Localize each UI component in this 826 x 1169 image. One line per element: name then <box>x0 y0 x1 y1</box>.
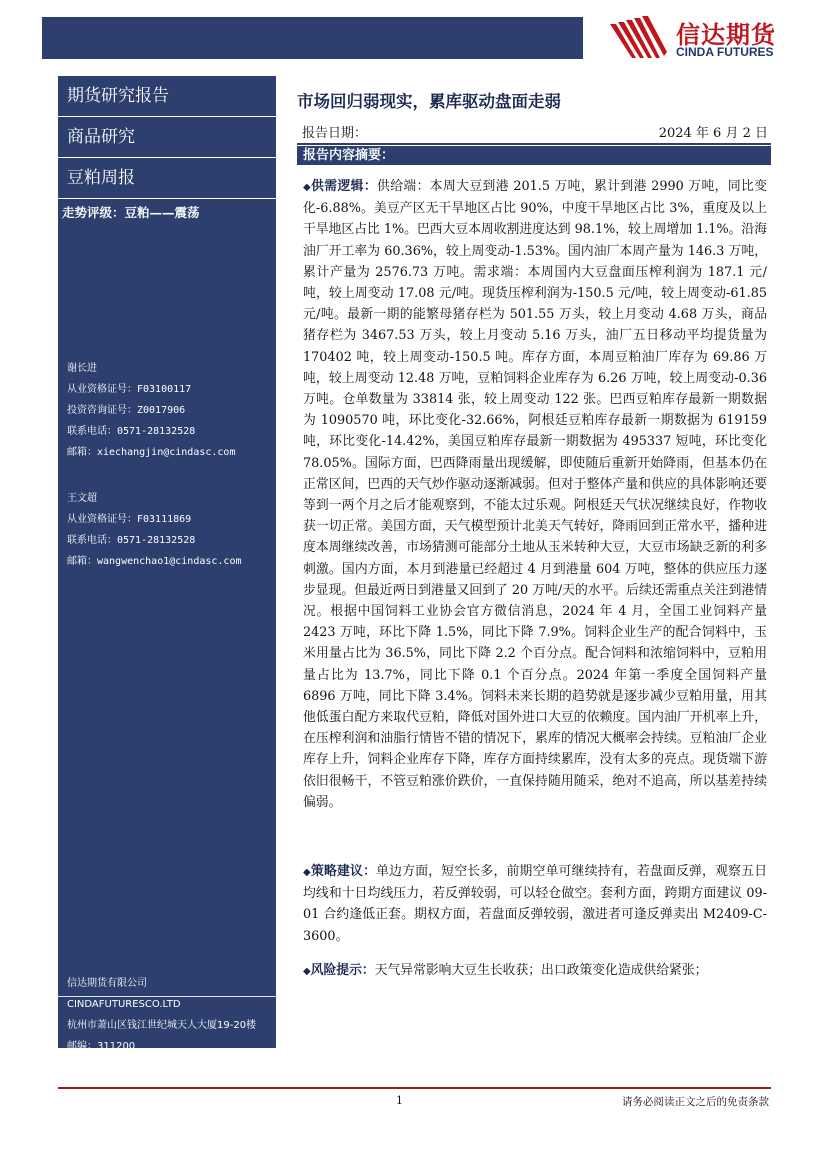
supply-demand-text: 供给端：本周大豆到港 201.5 万吨，累计到港 2990 万吨，同比变化-6.88%。美豆产区无干旱地区占比 90%，中度干旱地区占比 3%，重度及以上干旱地区占比 1%。巴西大豆本周收割进度达到 98.1%，较上周增加 1.1%。沿海油厂开工率为 60.36%，较上周变动-1.53%。国内油厂本周产量为 146.3 万吨，累计产量为 2576.73 万吨。需求端：本周国内大豆盘面压榨利润为 187.1 元/吨，较上周变动 17.08 元/吨。现货压榨利润为-150.5 元/吨，较上周变动-61.85 元/吨。最新一期的能繁母猪存栏为 501.55 万头，较上月变动 4.68 万头，商品猪存栏为 3467.53 万头，较上月变动 5.16 万头，油厂五日移动平均提货量为 170402 吨，较上周变动-150.5 吨。库存方面，本周豆粕油厂库存为 69.86 万吨，较上周变动 12.48 万吨，豆粕饲料企业库存为 6.26 万吨，较上周变动-0.36 万吨。仓单数量为 33814 张，较上周变动 122 张。巴西豆粕库存最新一期数据为 1090570 吨，环比变化-32.66%，阿根廷豆粕库存最新一期数据为 619159 吨，环比变化-14.42%，美国豆粕库存最新一期数据为 495337 短吨，环比变化 78.05%。国际方面，巴西降雨量出现缓解，即使随后重新开始降雨，但基本仍在正常区间，巴西的天气炒作驱动逐渐减弱。但对于整体产量和供应的具体影响还要等到一两个月之后才能观察到，不能太过乐观。阿根廷天气状况继续良好，作物收获一切正常。美国方面，天气模型预计北美天气转好，降雨回到正常水平，播种进度本周继续改善，市场猜测可能部分土地从玉米转种大豆，大豆市场缺乏新的利多刺激。国内方面，本月到港量已经超过 4 月到港量 604 万吨，整体的供应压力逐步显现。但最近两日到港量又回到了 20 万吨/天的水平。后续还需重点关注到港情况。根据中国饲料工业协会官方微信消息，2024 年 4 月，全国工业饲料产量 2423 万吨，环比下降 1.5%，同比下降 7.9%。饲料企业生产的配合饲料中，玉米用量占比为 36.5%，同比下降 2.2 个百分点。配合饲料和浓缩饲料中，豆粕用量占比为 13.7%，同比下降 0.1 个百分点。2024 年第一季度全国饲料产量 6896 万吨，同比下降 3.4%。饲料未来长期的趋势就是逐步减少豆粕用量，用其他低蛋白配方来取代豆粕，降低对国外进口大豆的依赖度。国内油厂开机率上升，在压榨利润和油脂行情皆不错的情况下，累库的情况大概率会持续。豆粕油厂企业库存上升，饲料企业库存下降，库存方面持续累库，没有太多的亮点。现货端下游依旧很畅干，不管豆粕涨价跌价，一直保持随用随采，绝对不追高，所以基差持续偏弱。 <box>303 179 767 810</box>
diamond-bullet-icon: ◆ <box>303 182 312 193</box>
strategy-text: 单边方面，短空长多，前期空单可继续持有，若盘面反弹，观察五日均线和十日均线压力，若反弹较弱，可以轻仓做空。套利方面，跨期方面建议 09-01 合约逢低正套。期权方面，若盘面反弹较弱，激进者可逢反弹卖出 M2409-C-3600。 <box>303 864 767 944</box>
sidebar-category-report-type: 期货研究报告 <box>58 76 276 117</box>
title-divider <box>297 143 771 145</box>
cinda-logo-mark-icon <box>606 14 668 60</box>
analyst-1-qualification: 从业资格证号：F03100117 <box>67 384 192 395</box>
brand-name-en: CINDA FUTURES <box>676 45 774 59</box>
company-name: 信达期货有限公司 <box>67 978 147 989</box>
sidebar-category-weekly: 豆粕周报 <box>58 158 276 199</box>
cinda-logo <box>606 14 796 64</box>
sidebar-category-research: 商品研究 <box>58 117 276 158</box>
analyst-1-consulting: 投资咨询证号：Z0017906 <box>67 405 186 416</box>
analyst-1 <box>67 358 235 463</box>
strategy-paragraph <box>303 861 767 947</box>
analyst-2-name: 王文超 <box>67 493 97 504</box>
top-banner <box>42 17 583 59</box>
sidebar <box>58 76 276 1052</box>
diamond-bullet-icon: ◆ <box>303 867 311 878</box>
trend-rating: 走势评级：豆粕——震荡 <box>62 205 200 220</box>
analyst-2-phone: 联系电话：0571-28132528 <box>67 535 196 546</box>
company-info <box>67 973 256 1057</box>
diamond-bullet-icon: ◆ <box>303 966 311 977</box>
disclaimer-note: 请务必阅读正文之后的免责条款 <box>622 1096 769 1108</box>
supply-demand-paragraph <box>303 176 767 813</box>
risk-text: 天气异常影响大豆生长收获；出口政策变化造成供给紧张； <box>374 963 708 978</box>
company-site: CINDAFUTURESCO.LTD <box>67 999 181 1010</box>
risk-label: 风险提示： <box>310 963 375 978</box>
analyst-1-email: 邮箱：xiechangjin@cindasc.com <box>67 447 236 458</box>
analyst-2 <box>67 488 242 572</box>
strategy-label: 策略建议： <box>310 864 377 879</box>
report-date-row <box>297 122 771 140</box>
supply-demand-label: 供需逻辑： <box>311 179 378 194</box>
report-title: 市场回归弱现实，累库驱动盘面走弱 <box>297 92 561 111</box>
summary-heading: 报告内容摘要： <box>297 146 771 165</box>
report-main <box>297 76 771 978</box>
company-address: 杭州市萧山区钱江世纪城天人大厦19-20楼 <box>67 1020 257 1031</box>
risk-paragraph <box>303 960 767 982</box>
company-postcode: 邮编：311200 <box>67 1041 136 1052</box>
analyst-1-phone: 联系电话：0571-28132528 <box>67 426 196 437</box>
analyst-2-email: 邮箱：wangwenchao1@cindasc.com <box>67 556 242 567</box>
report-date-value: 2024 年 6 月 2 日 <box>658 126 768 141</box>
footer-divider <box>58 1087 771 1089</box>
analyst-2-qualification: 从业资格证号：F03111869 <box>67 514 192 525</box>
report-date-label: 报告日期： <box>302 126 368 141</box>
analyst-1-name: 谢长进 <box>67 363 97 374</box>
brand-name-cn: 信达期货 <box>676 21 776 49</box>
page-number: 1 <box>396 1094 403 1107</box>
